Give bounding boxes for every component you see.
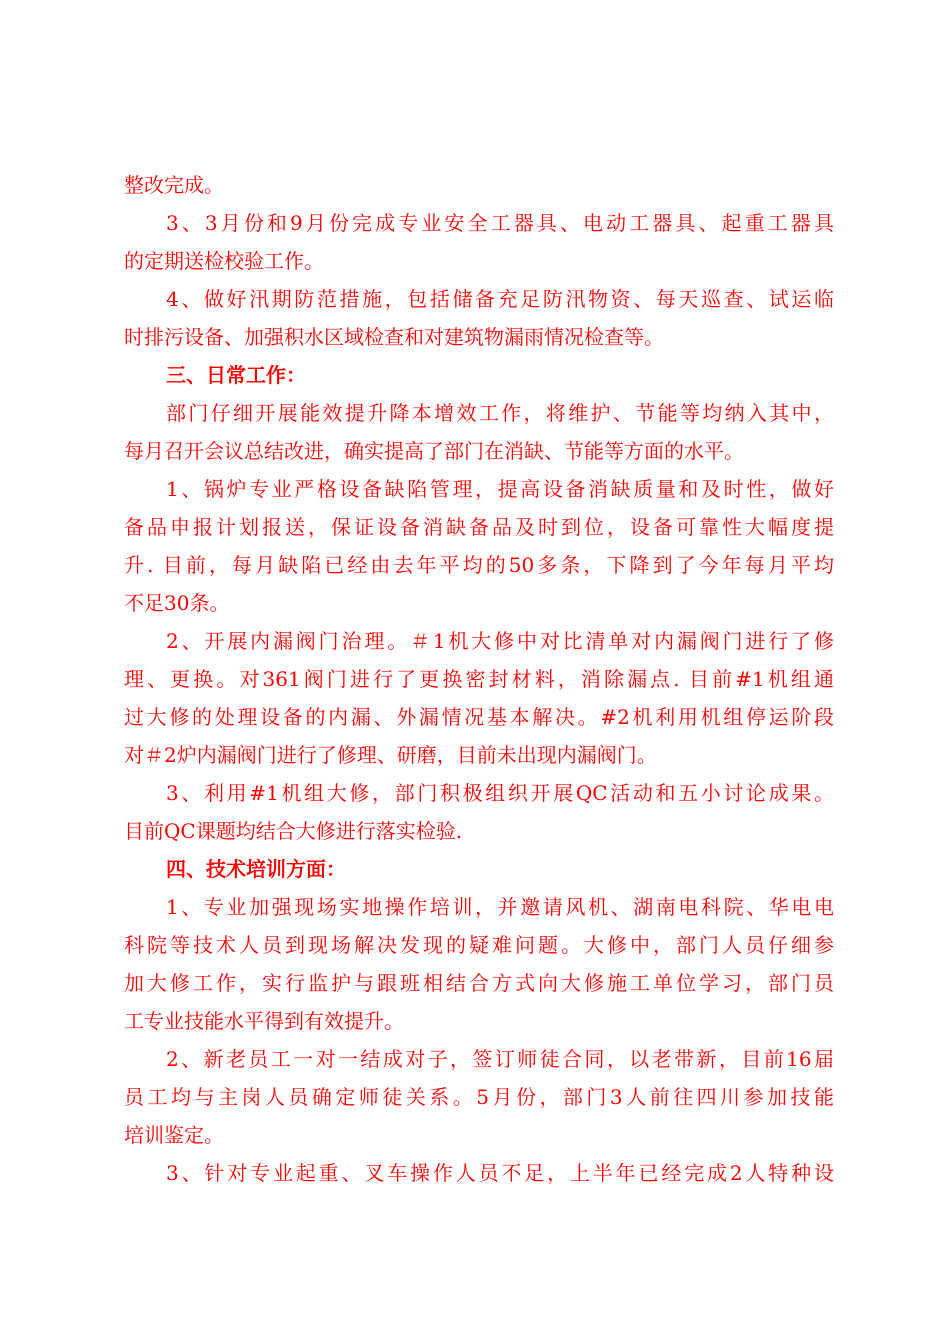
text-line: 2、新老员工一对一结成对子，签订师徒合同，以老带新，目前16届 <box>166 1047 834 1071</box>
text-line: 每月召开会议总结改进，确实提高了部门在消缺、节能等方面的水平。 <box>124 439 744 463</box>
text-line: 工专业技能水平得到有效提升。 <box>124 1009 404 1033</box>
text-line: 培训鉴定。 <box>124 1123 224 1147</box>
text-line: 对＃2炉内漏阀门进行了修理、研磨，目前未出现内漏阀门。 <box>124 743 657 767</box>
text-line: 科院等技术人员到现场解决发现的疑难问题。大修中，部门人员仔细参 <box>124 933 834 957</box>
text-line: 整改完成。 <box>124 173 224 197</box>
text-line: 升. 目前，每月缺陷已经由去年平均的50多条，下降到了今年每月平均 <box>124 553 834 577</box>
document-body <box>124 166 834 1192</box>
text-line: 2、开展内漏阀门治理。＃1机大修中对比清单对内漏阀门进行了修 <box>166 629 834 653</box>
text-line: 1、锅炉专业严格设备缺陷管理，提高设备消缺质量和及时性，做好 <box>166 477 834 501</box>
text-line: 的定期送检校验工作。 <box>124 249 324 273</box>
section-heading: 四、技术培训方面： <box>166 857 346 881</box>
text-line: 过大修的处理设备的内漏、外漏情况基本解决。#2机利用机组停运阶段 <box>124 705 834 729</box>
text-line: 理、更换。对361阀门进行了更换密封材料，消除漏点. 目前#1机组通 <box>124 667 834 691</box>
text-line: 1、专业加强现场实地操作培训，并邀请风机、湖南电科院、华电电 <box>166 895 834 919</box>
text-line: 加大修工作，实行监护与跟班相结合方式向大修施工单位学习，部门员 <box>124 971 834 995</box>
text-line: 4、做好汛期防范措施，包括储备充足防汛物资、每天巡查、试运临 <box>166 287 834 311</box>
text-line: 3、针对专业起重、叉车操作人员不足，上半年已经完成2人特种设 <box>166 1161 834 1185</box>
text-line: 目前QC课题均结合大修进行落实检验. <box>124 819 463 843</box>
text-line: 部门仔细开展能效提升降本增效工作，将维护、节能等均纳入其中， <box>166 401 834 425</box>
text-line: 3、3月份和9月份完成专业安全工器具、电动工器具、起重工器具 <box>166 211 834 235</box>
text-line: 不足30条。 <box>124 591 230 615</box>
text-line: 时排污设备、加强积水区域检查和对建筑物漏雨情况检查等。 <box>124 325 664 349</box>
text-line: 3、利用#1机组大修，部门积极组织开展QC活动和五小讨论成果。 <box>166 781 834 805</box>
section-heading: 三、日常工作： <box>166 363 306 387</box>
text-line: 备品申报计划报送，保证设备消缺备品及时到位，设备可靠性大幅度提 <box>124 515 834 539</box>
text-line: 员工均与主岗人员确定师徒关系。5月份，部门3人前往四川参加技能 <box>124 1085 834 1109</box>
